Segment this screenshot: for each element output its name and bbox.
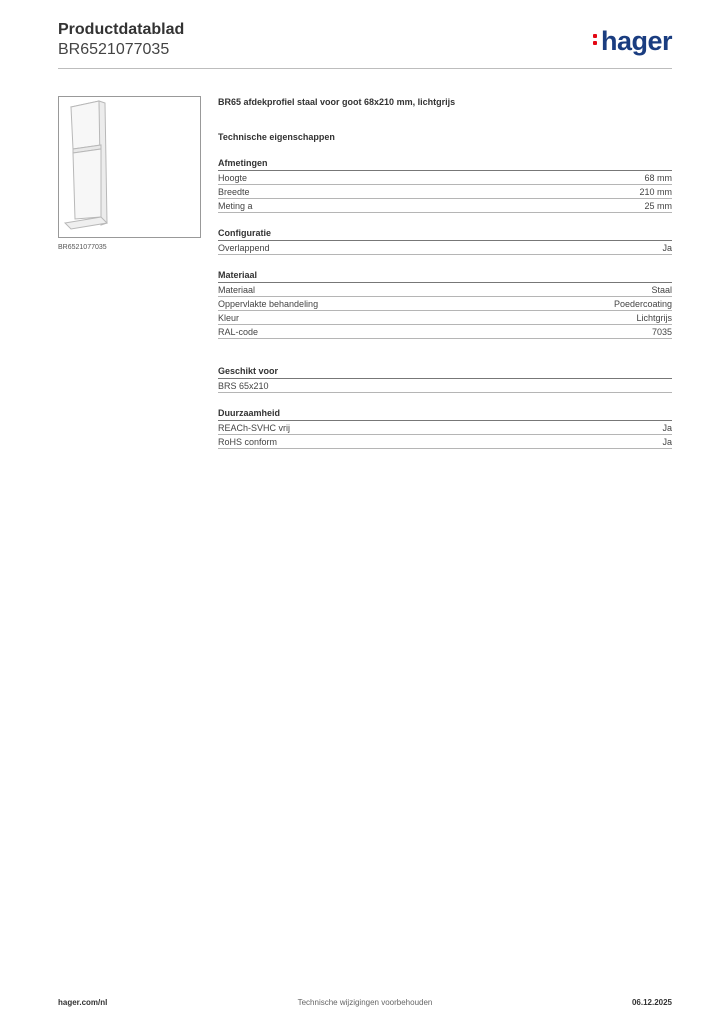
spec-row — [218, 325, 672, 339]
spec-label: REACh-SVHC vrij — [218, 423, 291, 433]
product-name: BR65 afdekprofiel staal voor goot 68x210 mm, lichtgrijs — [218, 97, 456, 107]
spec-label: RoHS conform — [218, 437, 278, 447]
section-title: Geschikt voor — [218, 365, 672, 379]
product-image — [58, 96, 201, 238]
spec-value: Ja — [662, 243, 672, 253]
footer-disclaimer: Technische wijzigingen voorbehouden — [297, 998, 433, 1007]
cover-profile-image-icon — [59, 97, 200, 237]
spec-value: Ja — [662, 437, 672, 447]
footer-website[interactable]: hager.com/nl — [58, 998, 108, 1007]
spec-row — [218, 311, 672, 325]
spec-row — [218, 435, 672, 449]
section-title: Materiaal — [218, 269, 672, 283]
spec-row — [218, 297, 672, 311]
product-code: BR6521077035 — [58, 41, 170, 58]
spec-row — [218, 379, 672, 393]
logo-dots-icon — [593, 31, 598, 48]
spec-label: Overlappend — [218, 243, 270, 253]
spec-value: Ja — [662, 423, 672, 433]
spec-value: Poedercoating — [613, 299, 672, 309]
page-header — [58, 20, 672, 70]
spec-row — [218, 283, 672, 297]
image-caption: BR6521077035 — [58, 244, 107, 251]
spec-value: 7035 — [651, 327, 672, 337]
spec-label: Hoogte — [218, 173, 248, 183]
spec-value: 25 mm — [644, 201, 672, 211]
spec-row — [218, 421, 672, 435]
spec-row — [218, 171, 672, 185]
spec-row — [218, 199, 672, 213]
section-configuratie — [218, 227, 672, 255]
section-title: Afmetingen — [218, 157, 672, 171]
spec-label: RAL-code — [218, 327, 259, 337]
section-duurzaamheid — [218, 407, 672, 449]
section-materiaal — [218, 269, 672, 339]
spec-value: Lichtgrijs — [636, 313, 672, 323]
spec-content — [218, 96, 672, 449]
spec-row — [218, 241, 672, 255]
section-title: Configuratie — [218, 227, 672, 241]
tech-heading: Technische eigenschappen — [218, 132, 335, 142]
spec-label: Oppervlakte behandeling — [218, 299, 319, 309]
spec-row — [218, 185, 672, 199]
footer-date: 06.12.2025 — [631, 998, 672, 1007]
spec-label: BRS 65x210 — [218, 381, 269, 391]
page-title: Productdatablad — [58, 21, 185, 38]
spec-label: Materiaal — [218, 285, 256, 295]
section-afmetingen — [218, 157, 672, 213]
spec-value: Staal — [651, 285, 672, 295]
section-geschikt — [218, 365, 672, 393]
spec-value: 210 mm — [639, 187, 672, 197]
spec-value: 68 mm — [644, 173, 672, 183]
section-title: Duurzaamheid — [218, 407, 672, 421]
spec-label: Meting a — [218, 201, 253, 211]
hager-logo — [593, 26, 672, 56]
spacer — [218, 339, 672, 351]
spec-label: Breedte — [218, 187, 250, 197]
spec-label: Kleur — [218, 313, 240, 323]
header-divider — [58, 68, 672, 69]
logo-text: hager — [600, 26, 672, 56]
